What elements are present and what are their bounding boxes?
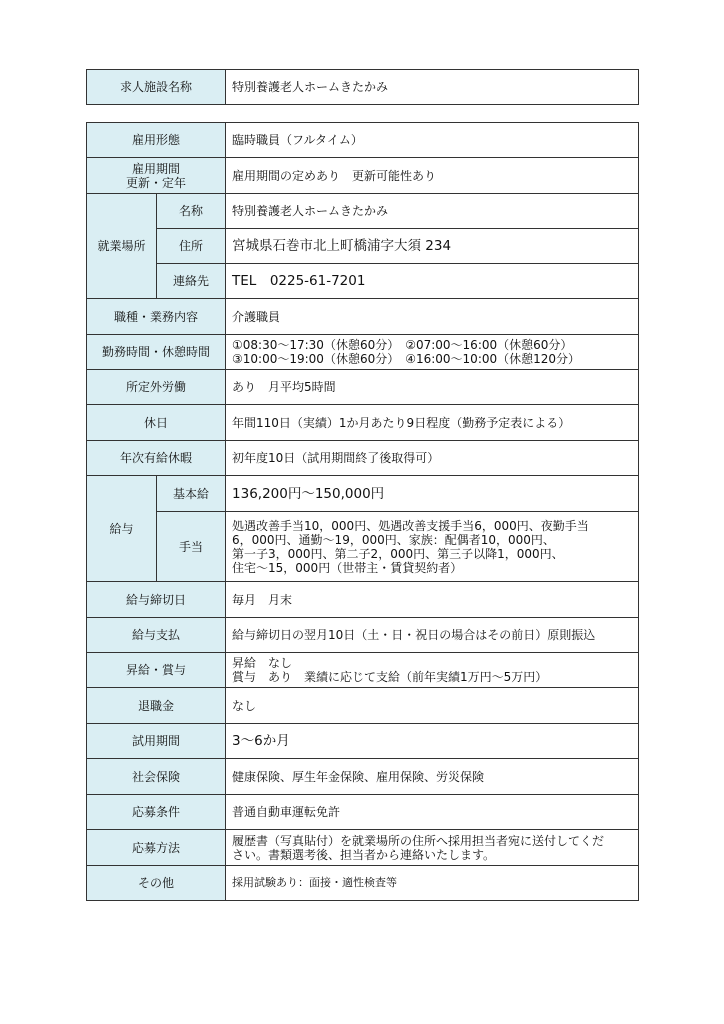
raise-bonus-value: 昇給 なし 賞与 あり 業績に応じて支給（前年実績1万円～5万円）: [226, 653, 639, 688]
job-details-table: [86, 122, 639, 901]
employment-type-label: 雇用形態: [87, 123, 226, 158]
overtime-value: あり 月平均5時間: [226, 370, 639, 405]
workplace-name-label: 名称: [157, 194, 226, 229]
salary-label: 給与: [87, 476, 157, 582]
trial-period-label: 試用期間: [87, 724, 226, 759]
trial-period-value: 3～6か月: [226, 724, 639, 759]
allowance-label: 手当: [157, 512, 226, 582]
retirement-label: 退職金: [87, 688, 226, 724]
pay-cutoff-label: 給与締切日: [87, 582, 226, 618]
pay-date-label: 給与支払: [87, 618, 226, 653]
requirements-label: 応募条件: [87, 795, 226, 830]
workplace-name-value: 特別養護老人ホームきたかみ: [226, 194, 639, 229]
employment-period-label: 雇用期間 更新・定年: [87, 158, 226, 194]
holidays-value: 年間110日（実績）1か月あたり9日程度（勤務予定表による）: [226, 405, 639, 441]
apply-method-label: 応募方法: [87, 830, 226, 866]
base-salary-label: 基本給: [157, 476, 226, 512]
pay-date-value: 給与締切日の翌月10日（土・日・祝日の場合はその前日）原則振込: [226, 618, 639, 653]
overtime-label: 所定外労働: [87, 370, 226, 405]
workplace-contact-label: 連絡先: [157, 264, 226, 299]
apply-method-value: 履歴書（写真貼付）を就業場所の住所へ採用担当者宛に送付してくだ さい。書類選考後、担当者から連絡いたします。: [226, 830, 639, 866]
base-salary-value: 136,200円～150,000円: [226, 476, 639, 512]
insurance-value: 健康保険、厚生年金保険、雇用保険、労災保険: [226, 759, 639, 795]
employment-period-value: 雇用期間の定めあり 更新可能性あり: [226, 158, 639, 194]
work-hours-value: ①08:30～17:30（休憩60分） ②07:00～16:00（休憩60分） ③10:00～19:00（休憩60分） ④16:00～10:00（休憩120分）: [226, 335, 639, 370]
job-type-label: 職種・業務内容: [87, 299, 226, 335]
other-value: 採用試験あり：面接・適性検査等: [226, 866, 639, 901]
paid-leave-label: 年次有給休暇: [87, 441, 226, 476]
facility-table: [86, 69, 639, 105]
workplace-contact-value: TEL 0225-61-7201: [226, 264, 639, 299]
raise-bonus-label: 昇給・賞与: [87, 653, 226, 688]
pay-cutoff-value: 毎月 月末: [226, 582, 639, 618]
holidays-label: 休日: [87, 405, 226, 441]
retirement-value: なし: [226, 688, 639, 724]
workplace-address-value: 宮城県石巻市北上町橋浦字大須 234: [226, 229, 639, 264]
insurance-label: 社会保険: [87, 759, 226, 795]
requirements-value: 普通自動車運転免許: [226, 795, 639, 830]
paid-leave-value: 初年度10日（試用期間終了後取得可）: [226, 441, 639, 476]
employment-type-value: 臨時職員（フルタイム）: [226, 123, 639, 158]
workplace-label: 就業場所: [87, 194, 157, 299]
other-label: その他: [87, 866, 226, 901]
facility-name-label: 求人施設名称: [87, 70, 226, 105]
work-hours-label: 勤務時間・休憩時間: [87, 335, 226, 370]
facility-name-value: 特別養護老人ホームきたかみ: [226, 70, 639, 105]
workplace-address-label: 住所: [157, 229, 226, 264]
job-type-value: 介護職員: [226, 299, 639, 335]
allowance-value: 処遇改善手当10，000円、処遇改善支援手当6，000円、夜勤手当 6，000円、通勤～19，000円、家族：配偶者10，000円、 第一子3，000円、第二子2，000円、第三子以降1，000円、 住宅～15，000円（世帯主・賃貸契約者）: [226, 512, 639, 582]
